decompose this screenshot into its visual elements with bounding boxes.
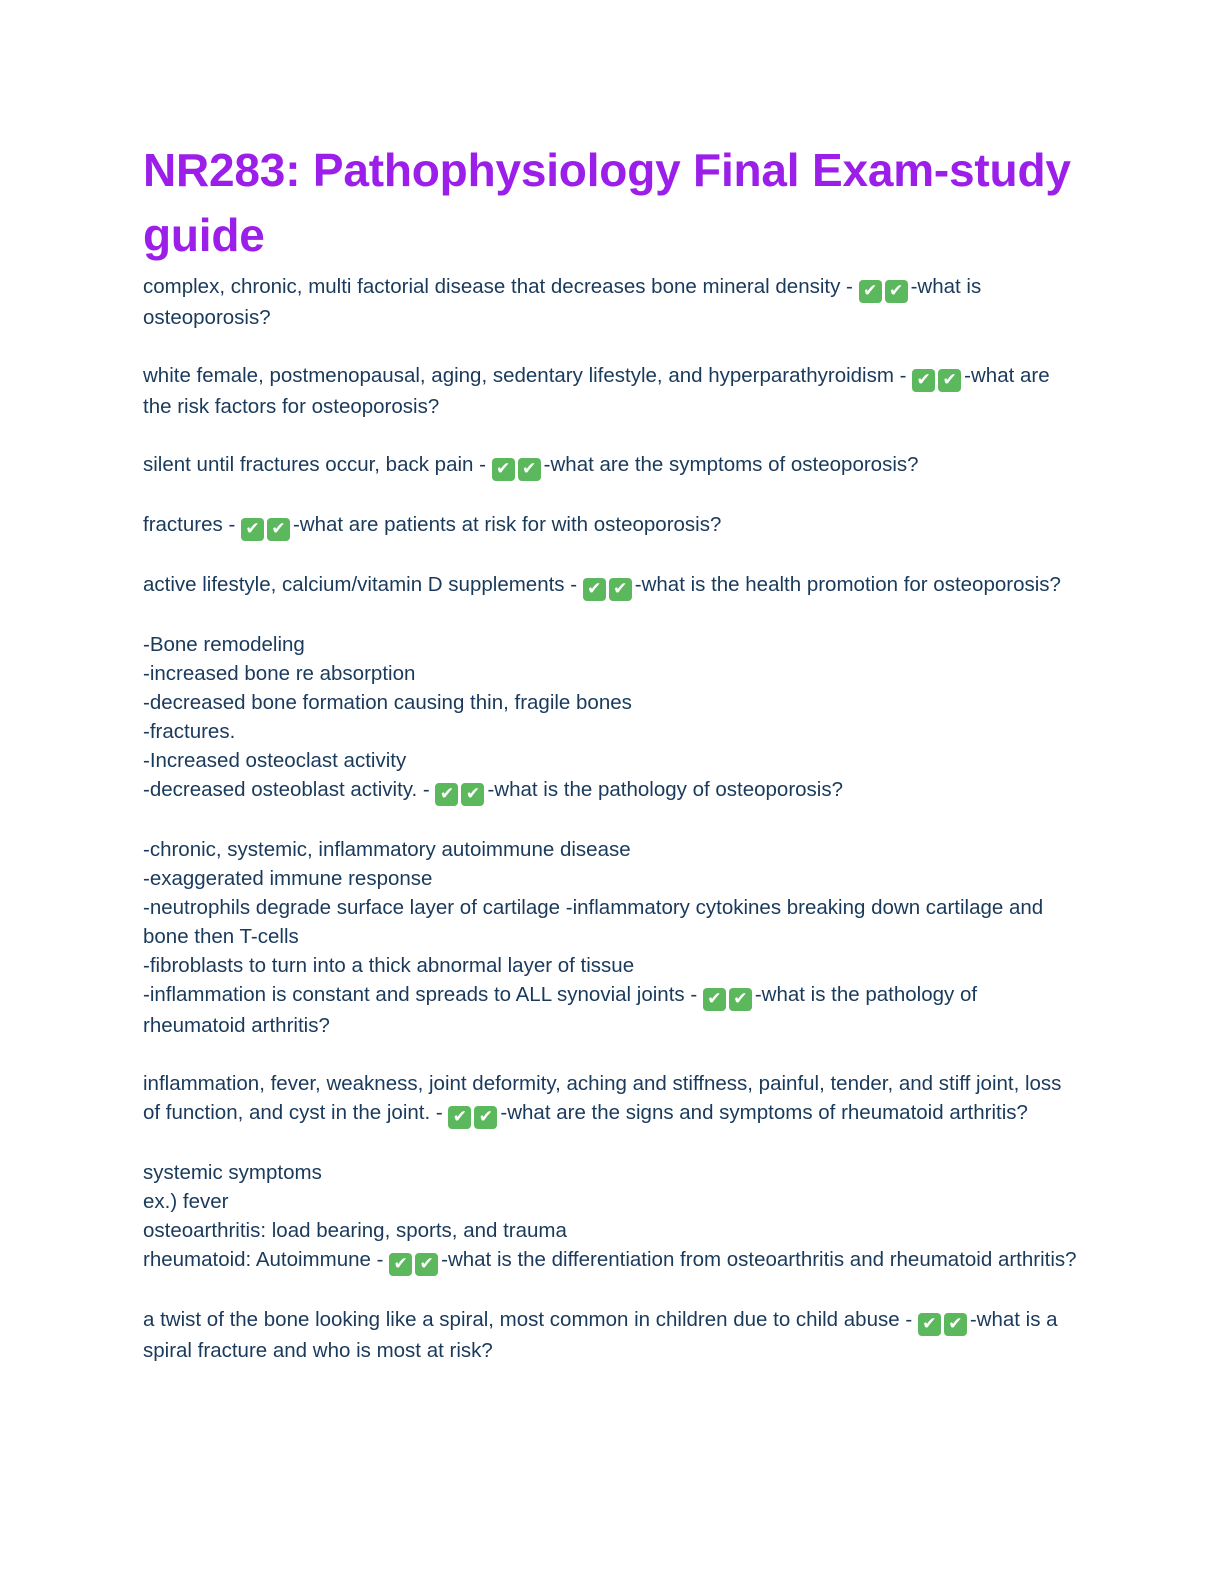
check-mark-icon: ✔	[492, 458, 515, 481]
qa-answer-line	[143, 775, 1078, 806]
check-mark-icon: ✔	[267, 518, 290, 541]
check-mark-icon: ✔	[474, 1106, 497, 1129]
qa-answer: -inflammation is constant and spreads to ALL synovial joints -	[143, 983, 703, 1006]
qa-item	[143, 1305, 1078, 1365]
qa-line: -decreased bone formation causing thin, fragile bones	[143, 691, 632, 714]
qa-line: -chronic, systemic, inflammatory autoimmune disease	[143, 838, 631, 861]
check-mark-icon: ✔	[938, 369, 961, 392]
check-mark-icon: ✔	[885, 280, 908, 303]
qa-question: -what are the signs and symptoms of rheumatoid arthritis?	[500, 1101, 1028, 1124]
qa-line: -Bone remodeling	[143, 633, 305, 656]
qa-item	[143, 272, 1078, 332]
check-mark-icon: ✔	[609, 578, 632, 601]
qa-line: -Increased osteoclast activity	[143, 749, 407, 772]
qa-question: -what is the health promotion for osteoporosis?	[634, 573, 1061, 596]
check-mark-icon: ✔	[435, 783, 458, 806]
check-mark-icon: ✔	[241, 518, 264, 541]
qa-line: systemic symptoms	[143, 1161, 322, 1184]
qa-line: -exaggerated immune response	[143, 867, 433, 890]
qa-answer-line	[143, 450, 1078, 481]
qa-question: -what is a spiral fracture and who is most at risk?	[143, 1308, 1058, 1362]
check-mark-icon: ✔	[944, 1313, 967, 1336]
qa-line: -fibroblasts to turn into a thick abnormal layer of tissue	[143, 954, 635, 977]
qa-answer: complex, chronic, multi factorial disease that decreases bone mineral density -	[143, 275, 859, 298]
qa-line: -increased bone re absorption	[143, 662, 416, 685]
qa-answer-line	[143, 510, 1078, 541]
qa-answer: a twist of the bone looking like a spiral, most common in children due to child abuse -	[143, 1308, 918, 1331]
check-mark-icon: ✔	[461, 783, 484, 806]
qa-question: -what is the pathology of rheumatoid arthritis?	[143, 983, 978, 1037]
qa-item	[143, 510, 1078, 541]
check-mark-icon: ✔	[918, 1313, 941, 1336]
qa-answer: fractures -	[143, 513, 241, 536]
qa-answer: inflammation, fever, weakness, joint deformity, aching and stiffness, painful, tender, and stiff joint, loss of function, and cyst in the joint. -	[143, 1072, 1062, 1124]
check-mark-icon: ✔	[448, 1106, 471, 1129]
qa-line: -fractures.	[143, 720, 236, 743]
qa-question: -what are patients at risk for with osteoporosis?	[292, 513, 722, 536]
qa-item	[143, 1158, 1078, 1276]
qa-question: -what are the symptoms of osteoporosis?	[543, 453, 919, 476]
check-mark-icon: ✔	[518, 458, 541, 481]
qa-item	[143, 450, 1078, 481]
check-mark-icon: ✔	[415, 1253, 438, 1276]
check-mark-icon: ✔	[389, 1253, 412, 1276]
qa-answer-line	[143, 1305, 1078, 1365]
page-title: NR283: Pathophysiology Final Exam-study guide	[143, 144, 1071, 261]
qa-question: -what is osteoporosis?	[143, 275, 982, 329]
qa-answer-line	[143, 1069, 1078, 1129]
qa-list	[143, 272, 1078, 1394]
qa-answer: -decreased osteoblast activity. -	[143, 778, 436, 801]
check-mark-icon: ✔	[583, 578, 606, 601]
qa-answer-line	[143, 361, 1078, 421]
qa-line: osteoarthritis: load bearing, sports, and trauma	[143, 1219, 567, 1242]
qa-question: -what are the risk factors for osteoporosis?	[143, 364, 1050, 418]
qa-answer: white female, postmenopausal, aging, sedentary lifestyle, and hyperparathyroidism -	[143, 364, 913, 387]
qa-question: -what is the differentiation from osteoarthritis and rheumatoid arthritis?	[441, 1248, 1077, 1271]
qa-answer-line	[143, 980, 1078, 1040]
qa-answer-line	[143, 570, 1078, 601]
check-mark-icon: ✔	[729, 988, 752, 1011]
qa-item	[143, 1069, 1078, 1129]
check-mark-icon: ✔	[912, 369, 935, 392]
qa-answer: rheumatoid: Autoimmune -	[143, 1248, 390, 1271]
check-mark-icon: ✔	[859, 280, 882, 303]
qa-item	[143, 835, 1078, 1040]
check-mark-icon: ✔	[703, 988, 726, 1011]
qa-item	[143, 570, 1078, 601]
qa-question: -what is the pathology of osteoporosis?	[487, 778, 843, 801]
qa-answer: active lifestyle, calcium/vitamin D supplements -	[143, 573, 583, 596]
qa-item	[143, 630, 1078, 806]
qa-line: -neutrophils degrade surface layer of cartilage -inflammatory cytokines breaking down cartilage and bone then T-cells	[143, 896, 1044, 948]
qa-item	[143, 361, 1078, 421]
qa-answer-line	[143, 1245, 1078, 1276]
qa-answer: silent until fractures occur, back pain -	[143, 453, 492, 476]
qa-line: ex.) fever	[143, 1190, 229, 1213]
qa-answer-line	[143, 272, 1078, 332]
